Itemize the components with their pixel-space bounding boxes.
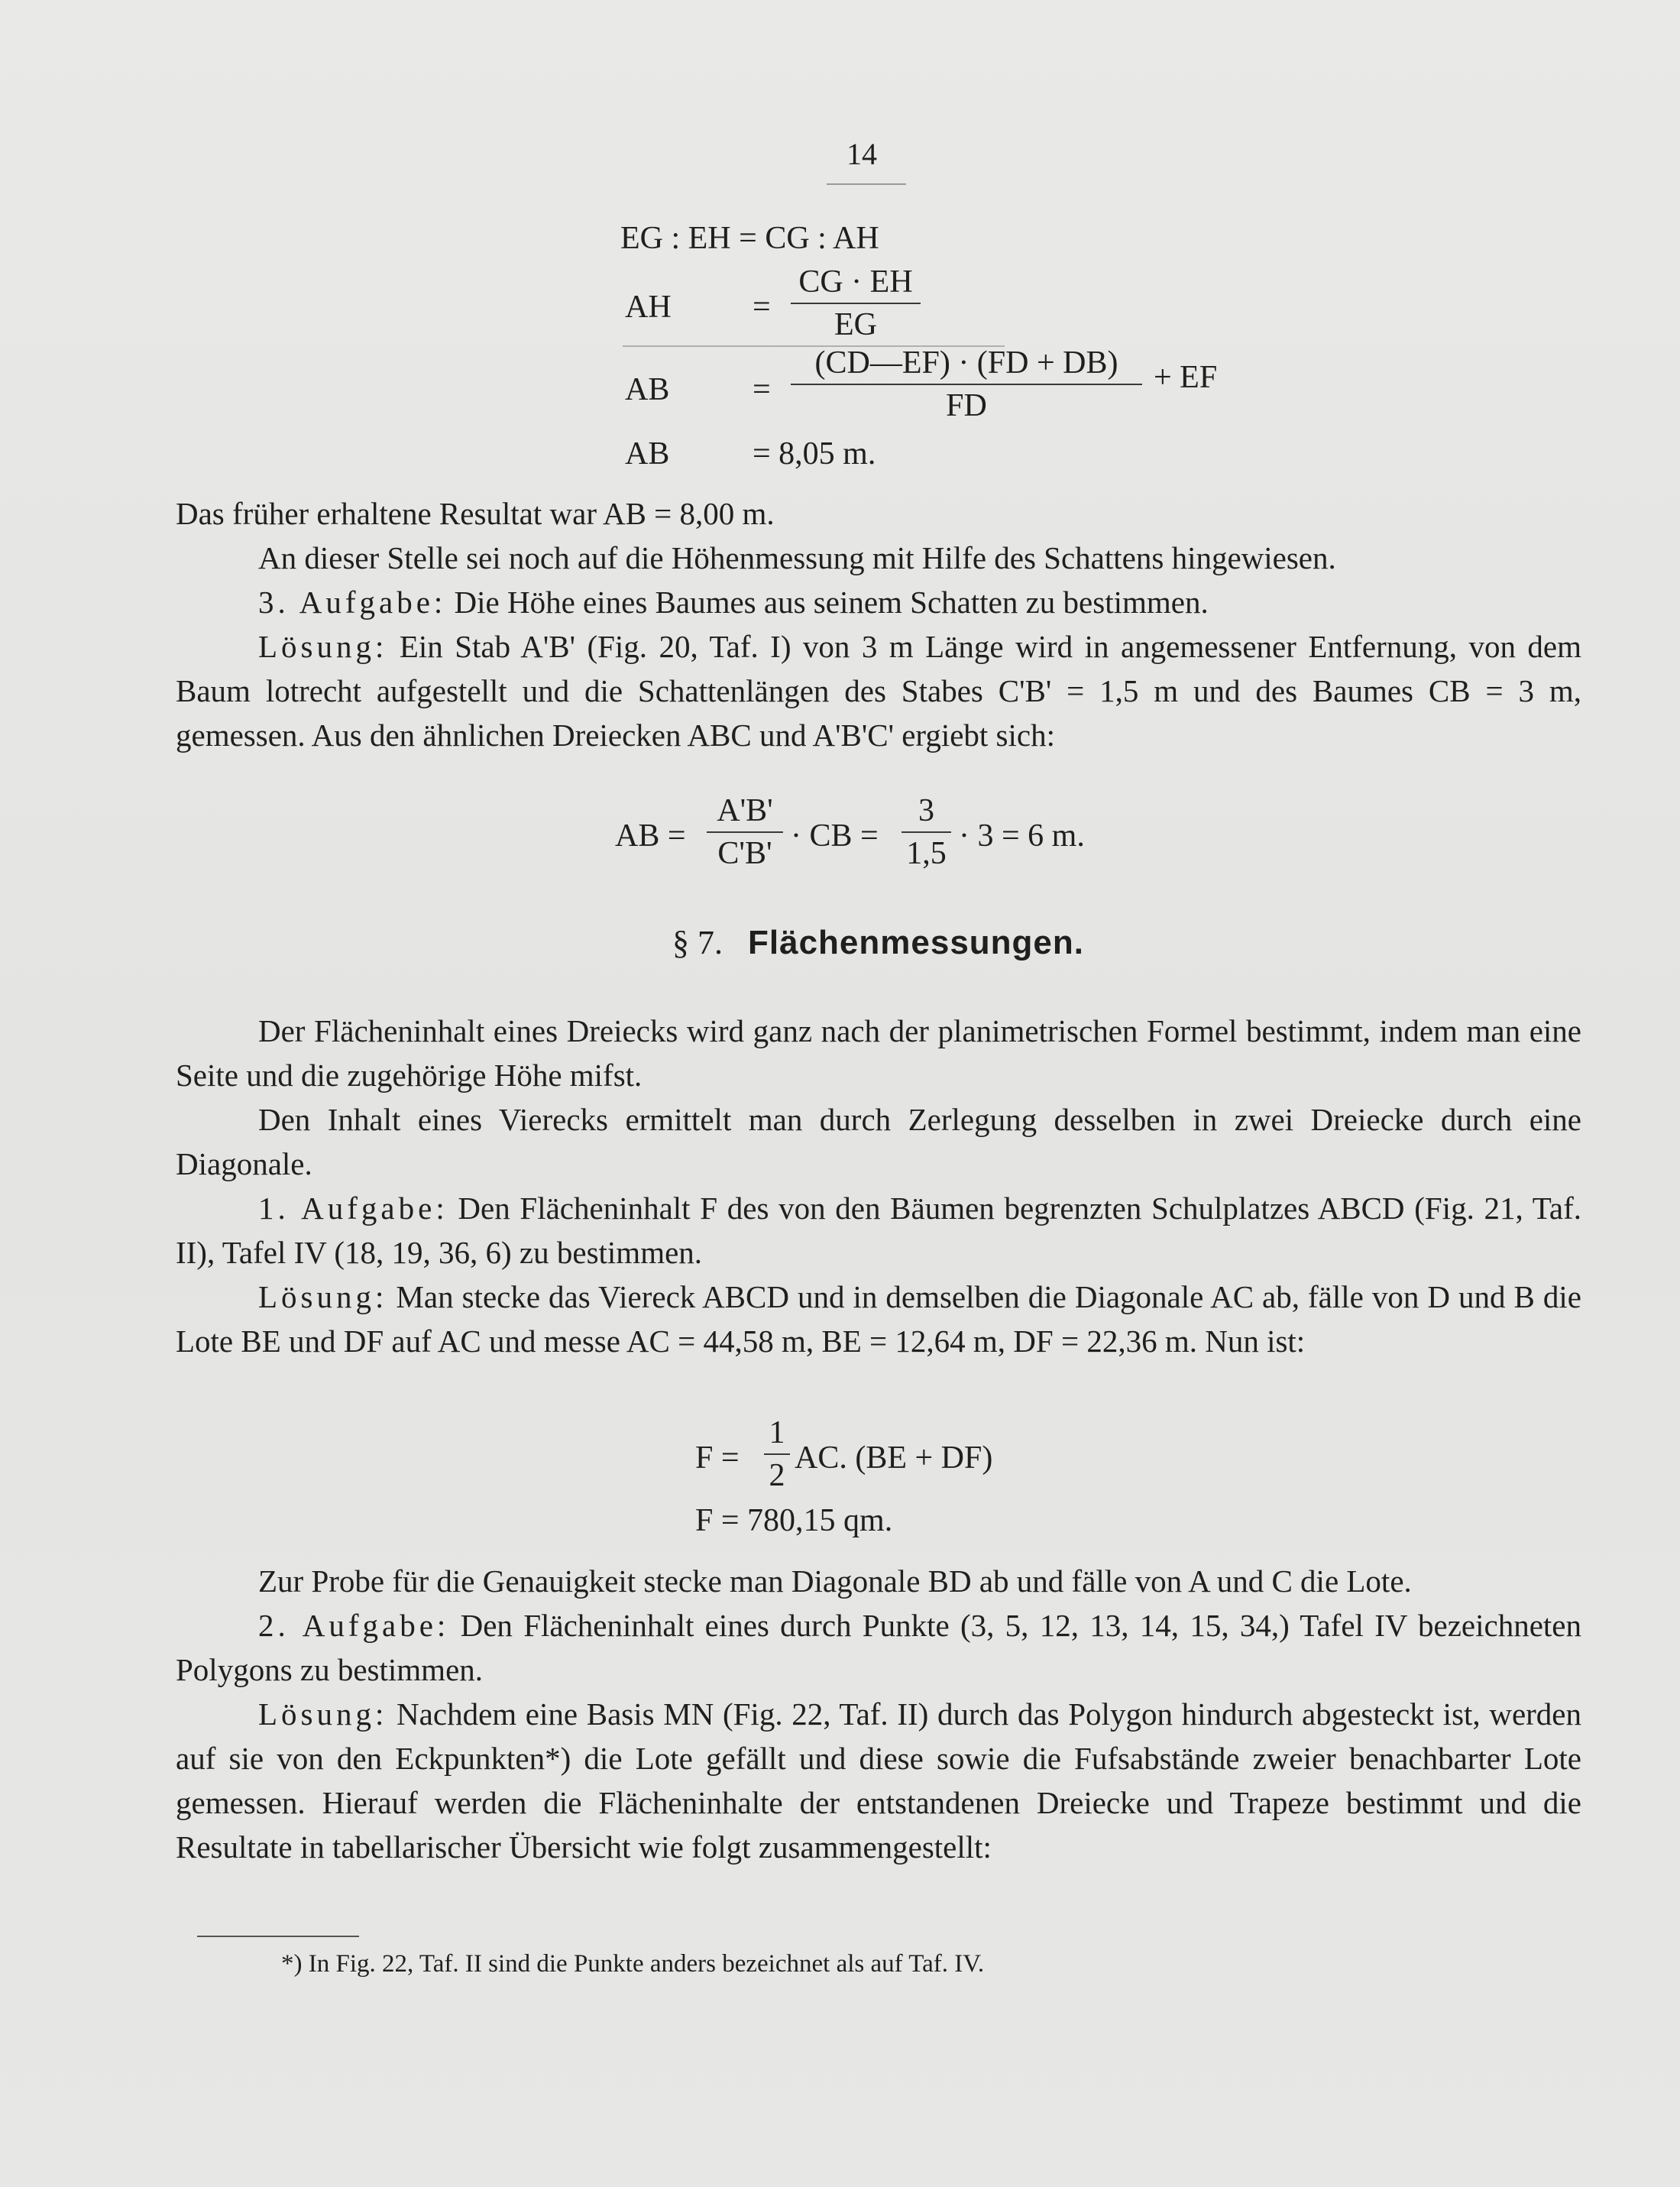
paragraph-triangle-area [176,1009,1581,1097]
task-3-text: Die Höhe eines Baumes aus seinem Schatten zu bestimmen. [446,585,1209,620]
fraction-shadow-1-bar [707,831,783,833]
paragraph-shadow-note [176,536,1581,580]
fraction-ab-denominator: FD [946,388,987,423]
paragraph-task-1 [176,1186,1581,1275]
fraction-half [764,1414,790,1495]
fraction-ab [791,344,1142,425]
equation-shadow-mid: · CB = [791,818,879,854]
equation-ab-lhs: AB [625,372,670,407]
equation-shadow-lhs: AB = [615,818,686,854]
fraction-shadow-2-numerator: 3 [918,793,934,828]
fraction-ab-bar [791,384,1142,385]
fraction-ah [791,263,921,344]
fraction-shadow-1-denominator: C'B' [717,836,772,871]
fraction-half-denominator: 2 [769,1458,785,1493]
fraction-half-bar [764,1453,790,1455]
fraction-ab-numerator: (CD—EF) · (FD + DB) [814,345,1118,381]
paragraph-solution-1 [176,1275,1581,1363]
fraction-ah-denominator: EG [834,307,877,342]
paragraph-solution-3 [176,624,1581,757]
footnote-rule [197,1936,359,1937]
paragraph-shadow-note-text: An dieser Stelle sei noch auf die Höhenmessung mit Hilfe des Schattens hingewiesen. [258,540,1336,575]
paragraph-quadrilateral-area [176,1097,1581,1186]
equation-ah-eq: = [753,290,771,325]
paragraph-result: Das früher erhaltene Resultat war AB = 8,00 m. [176,496,775,531]
task-3-label: 3. Aufgabe: [258,585,447,620]
equation-ab-tail: + EF [1154,360,1218,395]
equation-shadow-tail: · 3 = 6 m. [959,818,1085,854]
fraction-shadow-2 [902,792,951,873]
paragraph-task-3 [176,580,1581,624]
fraction-ah-numerator: CG · EH [798,264,913,300]
equation-area-rhs: AC. (BE + DF) [795,1440,993,1476]
section-title: Flächenmessungen. [748,924,1085,961]
paragraph-solution-2 [176,1692,1581,1869]
paragraph-quadrilateral-area-text: Den Inhalt eines Vierecks ermittelt man durch Zerlegung desselben in zwei Dreiecke durch eine Diagonale. [176,1102,1581,1181]
fraction-shadow-2-bar [902,831,951,833]
equation-ratio: EG : EH = CG : AH [620,221,879,256]
task-2-text: Den Flächeninhalt eines durch Punkte (3, 5, 12, 13, 14, 15, 34,) Tafel IV bezeichneten Polygons zu bestimmen. [176,1608,1581,1687]
solution-1-label: Lösung: [258,1279,388,1314]
solution-2-text: Nachdem eine Basis MN (Fig. 22, Taf. II) durch das Polygon hindurch abgesteckt ist, werden auf sie von den Eckpunkten*) die Lote gefällt und diese sowie die Fufsabstände zweier benachbarter Lote gemessen. Hierauf werden die Flächeninhalte der entstandenen Dreiecke und Trapeze bestimmt und die Resultate in tabellarischer Übersicht wie folgt zusammengestellt: [176,1696,1581,1865]
paragraph-check-text: Zur Probe für die Genauigkeit stecke man Diagonale BD ab und fälle von A und C die Lote. [258,1563,1412,1599]
solution-3-text: Ein Stab A'B' (Fig. 20, Taf. I) von 3 m Länge wird in angemessener Entfernung, von dem Baum lotrecht aufgestellt und die Schattenlängen des Stabes C'B' = 1,5 m und des Baumes CB = 3 m, gemessen. Aus den ähnlichen Dreiecken ABC und A'B'C' ergiebt sich: [176,629,1581,753]
paragraph-check [176,1559,1581,1603]
equation-area-lhs: F = [695,1440,740,1476]
equation-ah-lhs: AH [625,290,672,325]
equation-ab-result-rhs: = 8,05 m. [753,436,876,471]
fraction-half-numerator: 1 [769,1415,785,1450]
paragraph-triangle-area-text: Der Flächeninhalt eines Dreiecks wird ganz nach der planimetrischen Formel bestimmt, indem man eine Seite und die zugehörige Höhe mifst. [176,1013,1581,1093]
solution-1-text: Man stecke das Viereck ABCD und in demselben die Diagonale AC ab, fälle von D und B die Lote BE und DF auf AC und messe AC = 44,58 m, BE = 12,64 m, DF = 22,36 m. Nun ist: [176,1279,1581,1359]
fraction-shadow-2-denominator: 1,5 [906,836,947,871]
equation-ab-result-lhs: AB [625,436,670,471]
equation-area-result: F = 780,15 qm. [695,1503,893,1538]
page-number: 14 [846,137,877,171]
page-number-rule [827,183,906,185]
equation-ab-eq: = [753,372,771,407]
footnote: *) In Fig. 22, Taf. II sind die Punkte anders bezeichnet als auf Taf. IV. [281,1950,985,1978]
fraction-shadow-1-numerator: A'B' [717,793,773,828]
section-heading [672,923,1084,962]
solution-2-label: Lösung: [258,1696,388,1732]
fraction-shadow-1 [707,792,783,873]
task-2-label: 2. Aufgabe: [258,1608,450,1643]
fraction-ah-bar [791,303,921,304]
section-number: § 7. [672,924,723,961]
task-1-label: 1. Aufgabe: [258,1191,448,1226]
task-1-text: Den Flächeninhalt F des von den Bäumen begrenzten Schulplatzes ABCD (Fig. 21, Taf. II), Tafel IV (18, 19, 36, 6) zu bestimmen. [176,1191,1581,1270]
paragraph-task-2 [176,1603,1581,1692]
solution-3-label: Lösung: [258,629,388,664]
